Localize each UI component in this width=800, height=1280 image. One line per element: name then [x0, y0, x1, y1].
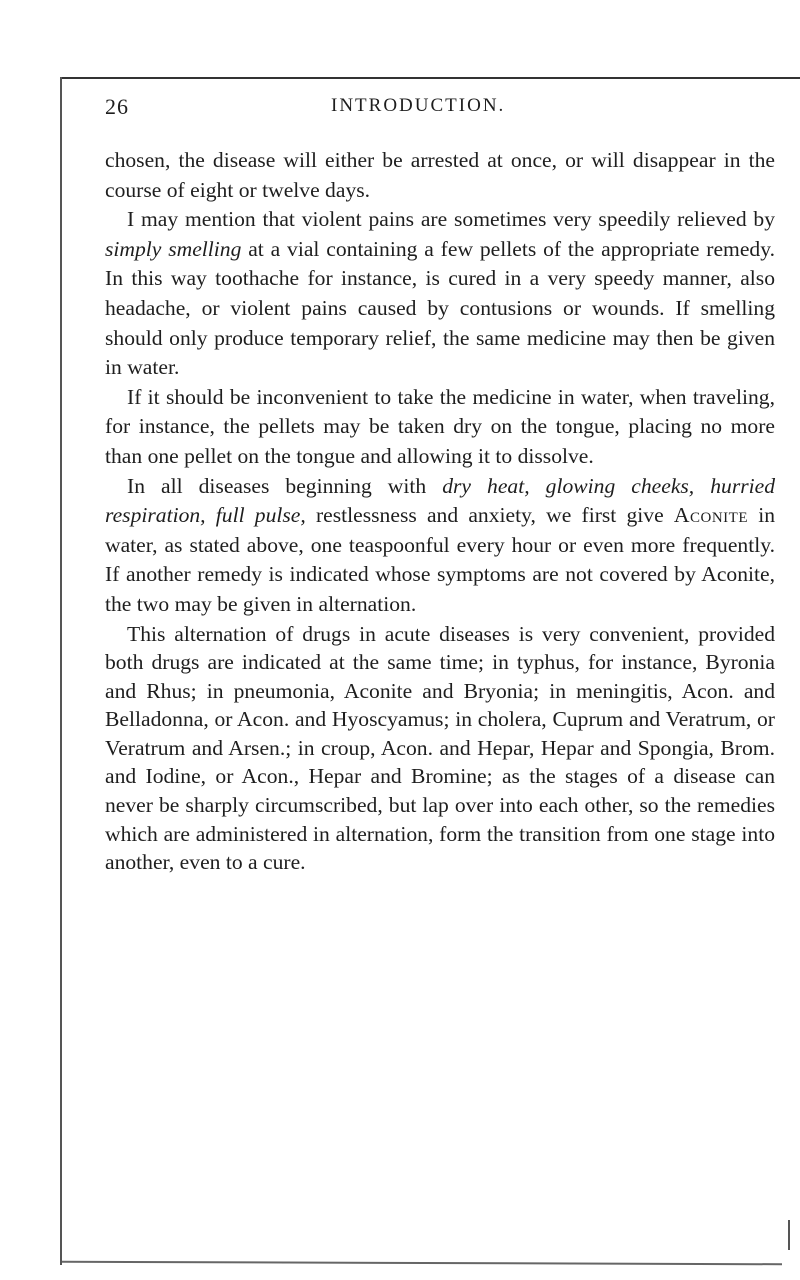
paragraph-2 — [105, 205, 775, 383]
paragraph-2-text-b: at a vial containing a few pellets of the appropriate remedy. In this way toothache for instance, is cured in a very speedy manner, also headache, or violent pains caused by contusions or wounds. If smelling should only produce temporary relief, the same medicine may then be given in water. — [105, 236, 775, 380]
paragraph-5 — [105, 620, 775, 877]
paragraph-1 — [105, 146, 775, 205]
paragraph-5-text: This alternation of drugs in acute diseases is very convenient, provided both drugs are indicated at the same time; in typhus, for instance, Byronia and Rhus; in pneumonia, Aconite and Bryonia; in meningitis, Acon. and Belladonna, or Acon. and Hyoscyamus; in cholera, Cuprum and Veratrum, or Veratrum and Arsen.; in croup, Acon. and Hepar, Hepar and Spongia, Brom. and Iodine, or Acon., Hepar and Bromine; as the stages of a disease can never be sharply circumscribed, but lap over into each other, so the remedies which are administered in alternation, form the transition from one stage into another, even to a cure. — [105, 621, 775, 875]
paragraph-2-emphasis: simply smelling — [105, 236, 242, 261]
body-text — [105, 146, 775, 877]
page-number: 26 — [105, 94, 129, 119]
page-frame-right-rule — [788, 1220, 790, 1250]
running-title: INTRODUCTION. — [331, 95, 506, 116]
paragraph-2-text-a: I may mention that violent pains are sometimes very speedily relieved by — [127, 207, 775, 232]
page-frame-top-rule — [62, 77, 800, 79]
paragraph-3 — [105, 383, 775, 472]
paragraph-4-text-c: in water, as stated above, one teaspoonful every hour or even more frequently. If another remedy is indicated whose symptoms are not covered by Aconite, the two may be given in alternation. — [105, 503, 775, 616]
page-frame-left-rule — [60, 77, 62, 1265]
paragraph-4 — [105, 472, 775, 620]
paragraph-4-emphasis: dry heat, glowing cheeks, hurried respiration, full pulse, — [105, 473, 776, 528]
paragraph-4-remedy-name: Aconite — [673, 503, 748, 528]
paragraph-3-text: If it should be inconvenient to take the medicine in water, when traveling, for instance, the pellets may be taken dry on the tongue, placing no more than one pellet on the tongue and allowing it to dissolve. — [105, 384, 775, 468]
paragraph-1-text: chosen, the disease will either be arrested at once, or will disappear in the course of eight or twelve days. — [105, 148, 775, 202]
page-frame-bottom-rule — [62, 1261, 782, 1266]
page-header — [105, 88, 775, 128]
paragraph-4-text-a: In all diseases beginning with — [127, 473, 443, 498]
paragraph-4-text-b: restlessness and anxiety, we first give — [305, 503, 674, 528]
